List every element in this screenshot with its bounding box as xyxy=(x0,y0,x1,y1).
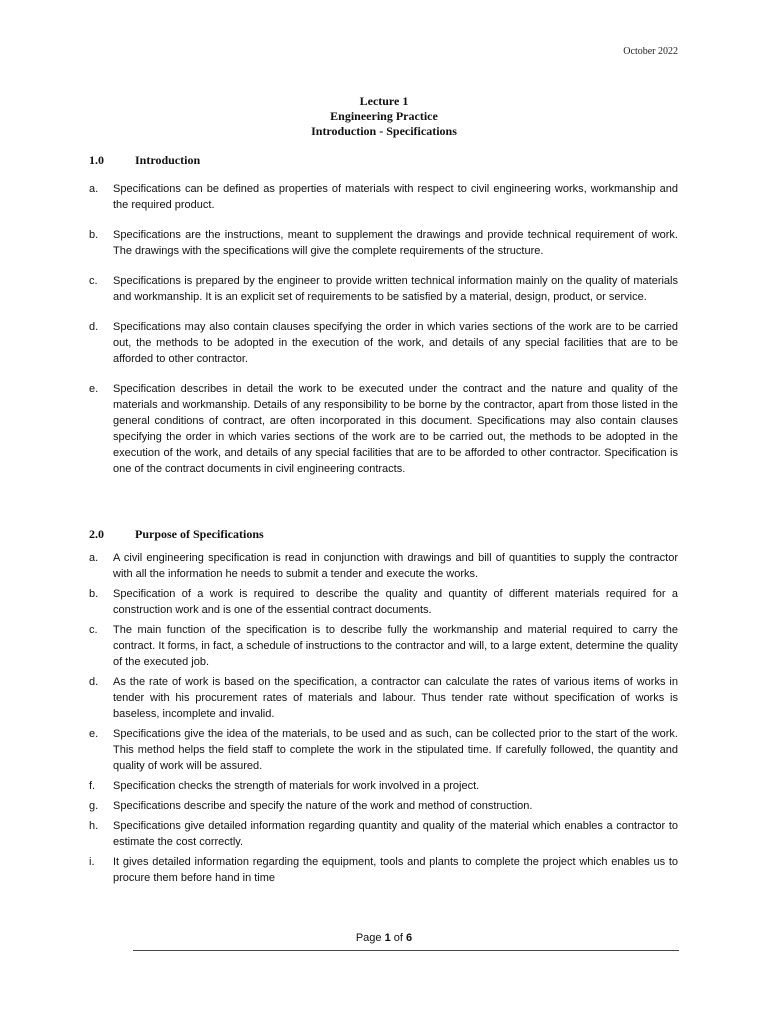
list-item xyxy=(89,726,678,774)
lecture-title: Lecture 1 xyxy=(359,94,409,108)
section-number: 1.0 xyxy=(89,153,104,167)
course-title: Engineering Practice xyxy=(330,109,438,123)
list-item xyxy=(89,622,678,670)
list-text: Specifications describe and specify the nature of the work and method of construction. xyxy=(113,800,533,812)
list-text: A civil engineering specification is read in conjunction with drawings and bill of quantities to supply the contractor with all the information he needs to submit a tender and execute the works. xyxy=(113,552,678,580)
list-marker: h. xyxy=(89,820,99,832)
list-marker: a. xyxy=(89,552,99,564)
list-text: The main function of the specification is to describe fully the workmanship and material required to carry the contract. It forms, in fact, a schedule of instructions to the contractor and will, to a large extent, determine the quality of the executed job. xyxy=(113,624,678,668)
list-marker: c. xyxy=(89,275,98,287)
list-text: Specifications give detailed information regarding quantity and quality of the material which enables a contractor to estimate the cost correctly. xyxy=(113,820,678,848)
list-item xyxy=(89,778,678,794)
page-number xyxy=(0,932,768,944)
list-item xyxy=(89,550,678,582)
page-prefix: Page xyxy=(355,932,382,944)
page-current: 1 xyxy=(384,932,391,944)
list-text: Specifications is prepared by the engineer to provide written technical information mainly on the quality of materials and workmanship. It is an explicit set of requirements to be satisfied by a material, design, product, or service. xyxy=(113,275,678,303)
section-title: Introduction xyxy=(135,153,201,167)
list-item xyxy=(89,674,678,722)
section-title: Purpose of Specifications xyxy=(135,527,264,541)
list-text: It gives detailed information regarding the equipment, tools and plants to complete the project which enables us to procure them before hand in time xyxy=(113,856,678,884)
list-marker: d. xyxy=(89,676,99,688)
list-marker: e. xyxy=(89,728,99,740)
section-2-heading xyxy=(89,527,264,542)
page-of: of xyxy=(393,932,403,944)
section-1-heading xyxy=(89,153,200,168)
list-text: Specifications give the idea of the materials, to be used and as such, can be collected prior to the start of the work. This method helps the field staff to complete the work in the stipulated time. If carefully followed, the quantity and quality of work will be assured. xyxy=(113,728,678,772)
list-text: Specifications are the instructions, meant to supplement the drawings and provide technical requirement of work. The drawings with the specifications will give the complete requirements of the structure. xyxy=(113,229,678,257)
list-marker: i. xyxy=(89,856,95,868)
list-item xyxy=(89,798,678,814)
list-marker: g. xyxy=(89,800,99,812)
list-marker: c. xyxy=(89,624,98,636)
section-2-list xyxy=(89,550,678,890)
list-marker: b. xyxy=(89,229,99,241)
page-total: 6 xyxy=(406,932,413,944)
list-item xyxy=(89,181,678,213)
list-text: Specification of a work is required to describe the quality and quantity of different materials required for a construction work and is one of the essential contract documents. xyxy=(113,588,678,616)
title-block xyxy=(0,94,768,139)
list-marker: e. xyxy=(89,383,99,395)
list-item xyxy=(89,227,678,259)
list-marker: f. xyxy=(89,780,96,792)
section-number: 2.0 xyxy=(89,527,104,541)
list-item xyxy=(89,273,678,305)
document-date: October 2022 xyxy=(623,46,678,57)
list-item xyxy=(89,586,678,618)
list-text: Specification checks the strength of materials for work involved in a project. xyxy=(113,780,480,792)
topic-title: Introduction - Specifications xyxy=(311,124,457,138)
list-item xyxy=(89,319,678,367)
list-item xyxy=(89,818,678,850)
list-item xyxy=(89,854,678,886)
list-item xyxy=(89,381,678,477)
list-text: Specifications may also contain clauses specifying the order in which varies sections of the work are to be carried out, the methods to be adopted in the execution of the work, and details of any special facilities that are to be afforded to other contractor. xyxy=(113,321,678,365)
list-text: Specification describes in detail the work to be executed under the contract and the nature and quality of the materials and workmanship. Details of any responsibility to be borne by the contractor, apart from those listed in the general conditions of contract, are often incorporated in this document. Specifications may also contain clauses specifying the order in which varies sections of the work are to be carried out, the methods to be adopted in the execution of the work, and details of any special facilities that are to be afforded to other contractor. Specification is one of the contract documents in civil engineering contracts. xyxy=(113,383,678,475)
list-text: Specifications can be defined as properties of materials with respect to civil engineering works, workmanship and the required product. xyxy=(113,183,678,211)
list-marker: d. xyxy=(89,321,99,333)
list-marker: a. xyxy=(89,183,99,195)
footer-divider xyxy=(133,950,679,951)
list-marker: b. xyxy=(89,588,99,600)
section-1-list xyxy=(89,181,678,491)
list-text: As the rate of work is based on the specification, a contractor can calculate the rates of various items of works in tender with his procurement rates of materials and labour. Thus tender rate without specification of works is baseless, incomplete and invalid. xyxy=(113,676,678,720)
